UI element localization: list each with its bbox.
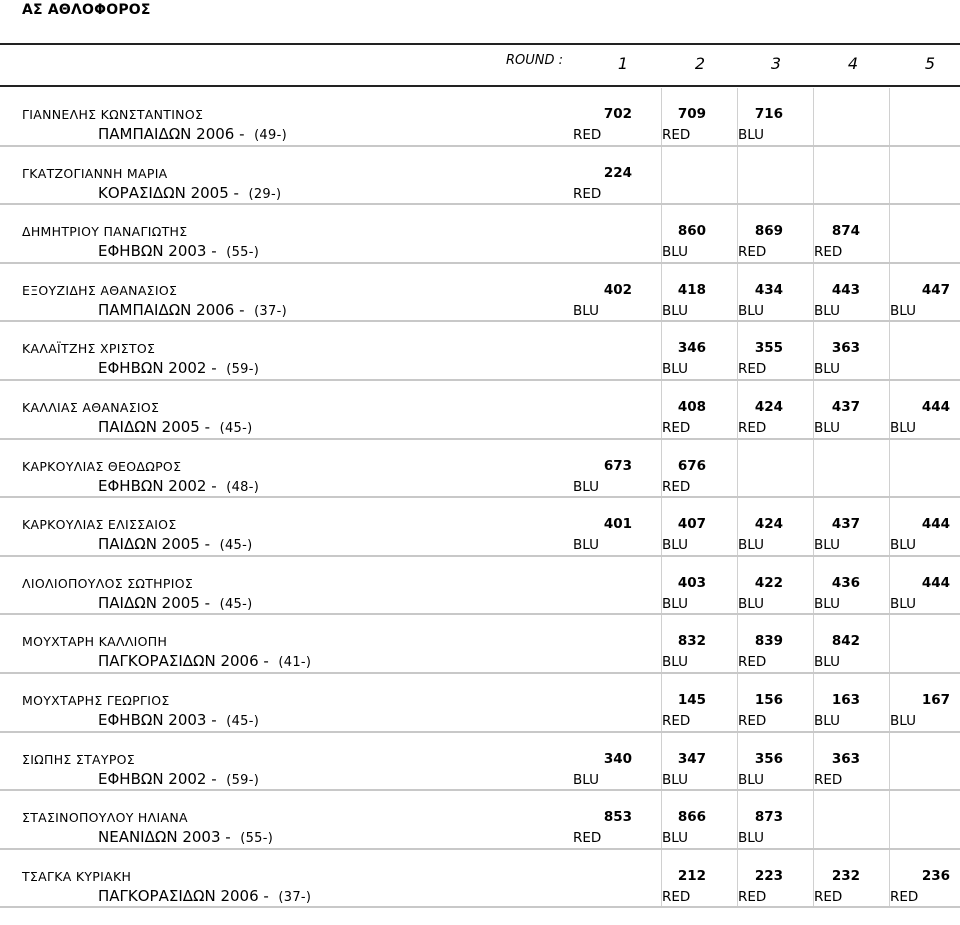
bout-number: 347 — [677, 750, 706, 767]
athlete-category: ΕΦΗΒΩΝ 2003 - — [98, 711, 217, 729]
bout-number: 444 — [921, 399, 950, 415]
athlete-category-line — [98, 418, 252, 436]
bout-number: 702 — [603, 106, 632, 122]
round-3-cell — [738, 865, 783, 905]
athlete-name: ΣΙΩΠΗΣ ΣΤΑΥΡΟΣ — [22, 751, 136, 767]
corner-color: RED — [662, 420, 691, 436]
corner-color: RED — [814, 888, 843, 905]
bout-number: 436 — [831, 574, 860, 591]
bout-number: 839 — [754, 633, 783, 650]
bout-number: 163 — [831, 692, 860, 708]
bout-number: 437 — [831, 516, 860, 533]
round-2-cell — [662, 689, 706, 729]
athlete-name: ΤΣΑΓΚΑ ΚΥΡΙΑΚΗ — [22, 868, 132, 884]
bout-number: 145 — [677, 692, 706, 708]
header-top-rule — [0, 43, 960, 45]
corner-color: BLU — [814, 713, 840, 729]
bout-number: 716 — [754, 106, 783, 122]
round-4-cell — [814, 630, 860, 670]
round-1-cell — [573, 748, 632, 788]
bout-number: 709 — [677, 106, 706, 122]
athlete-name: ΜΟΥΧΤΑΡΗ ΚΑΛΛΙΟΠΗ — [22, 634, 168, 650]
corner-color: BLU — [662, 771, 688, 788]
round-2-cell — [662, 337, 706, 377]
round-1-cell — [573, 103, 632, 143]
athlete-category-line — [98, 828, 273, 846]
bout-number: 223 — [754, 867, 783, 884]
round-1-cell — [573, 279, 632, 319]
athlete-row — [0, 204, 960, 262]
athlete-name: ΚΑΛΛΙΑΣ ΑΘΑΝΑΣΙΟΣ — [22, 400, 160, 415]
column-separator — [889, 615, 890, 672]
athlete-row — [0, 849, 960, 907]
corner-color: RED — [573, 830, 602, 847]
corner-color: BLU — [662, 244, 688, 261]
corner-color: BLU — [573, 302, 599, 319]
athlete-category: ΠΑΓΚΟΡΑΣΙΔΩΝ 2006 - — [98, 886, 269, 905]
corner-color: RED — [814, 244, 843, 261]
athlete-category-line — [98, 594, 252, 612]
athlete-category-line — [98, 652, 311, 670]
round-2-cell — [662, 455, 706, 495]
corner-color: BLU — [814, 595, 840, 612]
athlete-name: ΓΙΑΝΝΕΛΗΣ ΚΩΝΣΤΑΝΤΙΝΟΣ — [22, 107, 204, 122]
athlete-name: ΛΙΟΛΙΟΠΟΥΛΟΣ ΣΩΤΗΡΙΟΣ — [22, 575, 194, 591]
round-2-cell — [662, 279, 706, 319]
corner-color: BLU — [738, 127, 764, 143]
corner-color: BLU — [573, 478, 599, 495]
athlete-category-line — [98, 477, 259, 495]
corner-color: BLU — [662, 830, 688, 847]
athlete-category-line — [98, 359, 259, 377]
athlete-weight-class: (45-) — [219, 538, 253, 554]
athlete-category: ΕΦΗΒΩΝ 2002 - — [98, 476, 217, 495]
round-3-cell — [738, 103, 783, 143]
round-4-cell — [814, 220, 860, 260]
round-number-5: 5 — [924, 54, 936, 73]
athlete-row — [0, 263, 960, 321]
round-4-cell — [814, 279, 860, 319]
bout-number: 444 — [921, 516, 950, 533]
athlete-category: ΚΟΡΑΣΙΔΩΝ 2005 - — [98, 183, 239, 202]
corner-color: RED — [738, 713, 767, 729]
athlete-weight-class: (45-) — [226, 714, 260, 729]
athlete-category-line — [98, 887, 311, 905]
athlete-row — [0, 87, 960, 145]
bout-number: 424 — [754, 516, 783, 533]
column-separator — [813, 88, 814, 145]
club-title: ΑΣ ΑΘΛΟΦΟΡΟΣ — [22, 2, 151, 18]
round-2-cell — [662, 630, 706, 670]
corner-color: BLU — [738, 537, 764, 554]
row-divider — [0, 906, 960, 908]
corner-color: BLU — [890, 537, 916, 554]
round-3-cell — [738, 806, 783, 846]
bout-number: 866 — [677, 809, 706, 826]
athlete-weight-class: (59-) — [226, 772, 260, 788]
round-4-cell — [814, 748, 860, 788]
corner-color: BLU — [738, 771, 764, 788]
athlete-weight-class: (55-) — [240, 831, 274, 847]
bout-number: 874 — [831, 223, 860, 240]
column-separator — [889, 733, 890, 790]
athlete-weight-class: (41-) — [278, 655, 312, 671]
athlete-row — [0, 439, 960, 497]
corner-color: BLU — [890, 713, 916, 729]
column-separator — [889, 322, 890, 379]
round-1-cell — [573, 806, 632, 846]
bout-number: 403 — [677, 574, 706, 591]
athlete-name: ΜΟΥΧΤΑΡΗΣ ΓΕΩΡΓΙΟΣ — [22, 693, 170, 708]
bout-number: 434 — [754, 281, 783, 298]
bout-number: 356 — [754, 750, 783, 767]
corner-color: BLU — [738, 302, 764, 319]
corner-color: RED — [662, 478, 691, 495]
corner-color: RED — [662, 713, 691, 729]
column-separator — [737, 147, 738, 204]
bout-number: 437 — [831, 399, 860, 415]
bout-number: 401 — [603, 516, 632, 533]
corner-color: RED — [738, 654, 767, 671]
round-2-cell — [662, 806, 706, 846]
column-separator — [813, 147, 814, 204]
round-3-cell — [738, 513, 783, 553]
corner-color: BLU — [890, 595, 916, 612]
round-3-cell — [738, 748, 783, 788]
athlete-name: ΔΗΜΗΤΡΙΟΥ ΠΑΝΑΓΙΩΤΗΣ — [22, 224, 188, 240]
bout-number: 444 — [921, 574, 950, 591]
corner-color: RED — [662, 888, 691, 905]
bout-number: 212 — [677, 867, 706, 884]
athlete-name: ΓΚΑΤΖΟΓΙΑΝΝΗ ΜΑΡΙΑ — [22, 165, 168, 181]
athlete-weight-class: (37-) — [254, 303, 287, 319]
athlete-category-line — [98, 711, 259, 729]
round-3-cell — [738, 279, 783, 319]
round-1-cell — [573, 162, 632, 202]
corner-color: RED — [738, 888, 767, 905]
athlete-name: ΕΞΟΥΖΙΔΗΣ ΑΘΑΝΑΣΙΟΣ — [22, 282, 178, 298]
athlete-category-line — [98, 125, 287, 143]
corner-color: BLU — [738, 830, 764, 847]
athlete-weight-class: (45-) — [219, 421, 253, 436]
round-2-cell — [662, 103, 706, 143]
athlete-category: ΠΑΜΠΑΙΔΩΝ 2006 - — [98, 300, 245, 319]
athlete-category: ΕΦΗΒΩΝ 2003 - — [98, 242, 217, 261]
athlete-weight-class: (45-) — [219, 596, 253, 612]
bout-number: 340 — [603, 750, 632, 767]
bout-number: 443 — [831, 281, 860, 298]
round-2-cell — [662, 220, 706, 260]
round-4-cell — [814, 337, 860, 377]
column-separator — [889, 791, 890, 848]
bout-number: 853 — [603, 809, 632, 826]
bout-number: 232 — [831, 867, 860, 884]
round-3-cell — [738, 337, 783, 377]
round-3-cell — [738, 220, 783, 260]
bout-number: 422 — [754, 574, 783, 591]
athlete-row — [0, 556, 960, 614]
athlete-row — [0, 497, 960, 555]
round-4-cell — [814, 572, 860, 612]
bout-number: 363 — [831, 340, 860, 357]
round-number-4: 4 — [847, 54, 859, 73]
round-5-cell — [890, 572, 950, 612]
athlete-row — [0, 146, 960, 204]
bout-number: 424 — [754, 399, 783, 415]
round-3-cell — [738, 396, 783, 436]
round-5-cell — [890, 689, 950, 729]
column-separator — [889, 88, 890, 145]
corner-color: RED — [573, 127, 602, 143]
athlete-row — [0, 321, 960, 379]
column-separator — [889, 440, 890, 497]
round-label: ROUND : — [506, 53, 564, 68]
bout-number: 842 — [831, 633, 860, 650]
corner-color: BLU — [814, 420, 840, 436]
athlete-category: ΠΑΓΚΟΡΑΣΙΔΩΝ 2006 - — [98, 652, 269, 671]
round-number-1: 1 — [617, 54, 629, 73]
athlete-weight-class: (59-) — [226, 362, 260, 378]
athlete-weight-class: (37-) — [278, 889, 312, 905]
athlete-category-line — [98, 770, 259, 788]
round-2-cell — [662, 396, 706, 436]
athlete-category-line — [98, 242, 259, 260]
corner-color: RED — [573, 185, 602, 202]
bout-number: 407 — [677, 516, 706, 533]
corner-color: RED — [662, 127, 691, 143]
bout-number: 447 — [921, 281, 950, 298]
corner-color: BLU — [814, 361, 840, 378]
round-number-3: 3 — [770, 54, 782, 73]
round-5-cell — [890, 865, 950, 905]
corner-color: BLU — [890, 420, 916, 436]
corner-color: BLU — [662, 537, 688, 554]
corner-color: BLU — [738, 595, 764, 612]
corner-color: BLU — [662, 654, 688, 671]
column-separator — [813, 440, 814, 497]
athlete-category-line — [98, 301, 287, 319]
athlete-name: ΣΤΑΣΙΝΟΠΟΥΛΟΥ ΗΛΙΑΝΑ — [22, 810, 188, 826]
bout-number: 402 — [603, 281, 632, 298]
corner-color: RED — [738, 244, 767, 261]
round-4-cell — [814, 396, 860, 436]
athlete-name: ΚΑΛΑΪΤΖΗΣ ΧΡΙΣΤΟΣ — [22, 341, 156, 357]
corner-color: BLU — [573, 537, 599, 554]
athlete-category-line — [98, 184, 281, 202]
athlete-weight-class: (48-) — [226, 479, 260, 495]
round-2-cell — [662, 572, 706, 612]
bout-number: 869 — [754, 223, 783, 240]
athlete-category: ΠΑΙΔΩΝ 2005 - — [98, 418, 211, 436]
corner-color: BLU — [573, 771, 599, 788]
corner-color: RED — [814, 771, 843, 788]
bout-number: 673 — [603, 457, 632, 474]
bout-number: 363 — [831, 750, 860, 767]
corner-color: RED — [890, 888, 919, 905]
bout-number: 156 — [754, 692, 783, 708]
round-3-cell — [738, 572, 783, 612]
corner-color: RED — [738, 420, 767, 436]
athlete-category: ΕΦΗΒΩΝ 2002 - — [98, 769, 217, 788]
round-5-cell — [890, 396, 950, 436]
corner-color: RED — [738, 361, 767, 378]
round-2-cell — [662, 748, 706, 788]
round-5-cell — [890, 279, 950, 319]
round-1-cell — [573, 513, 632, 553]
column-separator — [889, 147, 890, 204]
athlete-weight-class: (29-) — [248, 186, 282, 202]
bout-number: 167 — [921, 692, 950, 708]
round-5-cell — [890, 513, 950, 553]
column-separator — [661, 147, 662, 204]
corner-color: BLU — [814, 302, 840, 319]
round-1-cell — [573, 455, 632, 495]
bout-number: 236 — [921, 867, 950, 884]
bout-number: 346 — [677, 340, 706, 357]
bout-number: 408 — [677, 399, 706, 415]
round-number-2: 2 — [694, 54, 706, 73]
athlete-row — [0, 790, 960, 848]
athlete-weight-class: (49-) — [254, 128, 287, 143]
bout-number: 224 — [603, 164, 632, 181]
bout-number: 873 — [754, 809, 783, 826]
athlete-name: ΚΑΡΚΟΥΛΙΑΣ ΕΛΙΣΣΑΙΟΣ — [22, 517, 177, 533]
athlete-category: ΠΑΙΔΩΝ 2005 - — [98, 535, 211, 554]
athlete-row — [0, 673, 960, 731]
column-separator — [889, 205, 890, 262]
corner-color: BLU — [662, 361, 688, 378]
round-4-cell — [814, 513, 860, 553]
round-2-cell — [662, 513, 706, 553]
bout-number: 860 — [677, 223, 706, 240]
bout-number: 355 — [754, 340, 783, 357]
corner-color: BLU — [814, 537, 840, 554]
column-separator — [813, 791, 814, 848]
athlete-row — [0, 732, 960, 790]
athlete-row — [0, 380, 960, 438]
athlete-category: ΠΑΜΠΑΙΔΩΝ 2006 - — [98, 125, 245, 143]
corner-color: BLU — [890, 302, 916, 319]
round-2-cell — [662, 865, 706, 905]
bout-number: 832 — [677, 633, 706, 650]
athlete-weight-class: (55-) — [226, 245, 260, 261]
round-3-cell — [738, 630, 783, 670]
athlete-row — [0, 614, 960, 672]
corner-color: BLU — [662, 595, 688, 612]
bout-number: 418 — [677, 281, 706, 298]
athlete-category: ΝΕΑΝΙΔΩΝ 2003 - — [98, 828, 231, 847]
round-4-cell — [814, 865, 860, 905]
column-separator — [737, 440, 738, 497]
athlete-name: ΚΑΡΚΟΥΛΙΑΣ ΘΕΟΔΩΡΟΣ — [22, 458, 182, 474]
athlete-category: ΠΑΙΔΩΝ 2005 - — [98, 593, 211, 612]
corner-color: BLU — [814, 654, 840, 671]
athlete-category-line — [98, 535, 252, 553]
round-3-cell — [738, 689, 783, 729]
corner-color: BLU — [662, 302, 688, 319]
round-4-cell — [814, 689, 860, 729]
bout-number: 676 — [677, 457, 706, 474]
athlete-category: ΕΦΗΒΩΝ 2002 - — [98, 359, 217, 378]
